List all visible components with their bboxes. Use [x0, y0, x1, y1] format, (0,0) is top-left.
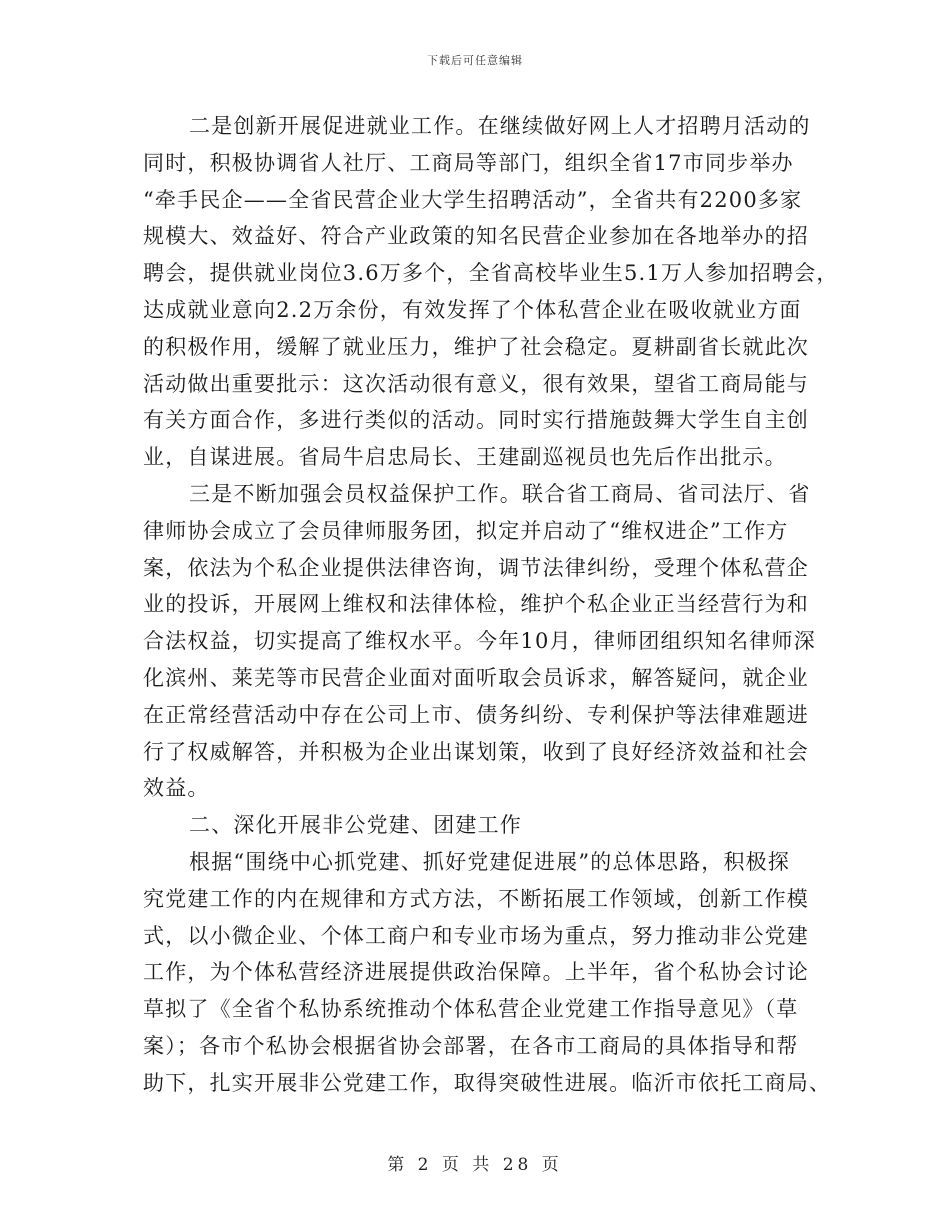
text-line: 案，依法为个私企业提供法律咨询，调节法律纠纷，受理个体私营企 — [143, 555, 809, 580]
text-line: 三是不断加强会员权益保护工作。联合省工商局、省司法厅、省 — [189, 481, 811, 506]
text-line: 式，以小微企业、个体工商户和专业市场为重点，努力推动非公党建 — [143, 923, 809, 948]
text-line: 行了权威解答，并积极为企业出谋划策，收到了良好经济效益和社会 — [143, 739, 809, 764]
text-line: “牵手民企——全省民营企业大学生招聘活动”，全省共有2200多家 — [143, 187, 803, 212]
text-line: 合法权益，切实提高了维权水平。今年10月，律师团组织知名律师深 — [143, 629, 816, 654]
text-line: 根据“围绕中心抓党建、抓好党建促进展”的总体思路，积极探 — [189, 849, 791, 874]
text-line: 案）；各市个私协会根据省协会部署，在各市工商局的具体指导和帮 — [143, 1033, 799, 1058]
text-line: 规模大、效益好、符合产业政策的知名民营企业参加在各地举办的招 — [143, 224, 809, 249]
text-line: 有关方面合作，多进行类似的活动。同时实行措施鼓舞大学生自主创 — [143, 408, 809, 433]
text-line: 达成就业意向2.2万余份，有效发挥了个体私营企业在吸收就业方面 — [143, 297, 802, 322]
text-line: 工作，为个体私营经济进展提供政治保障。上半年，省个私协会讨论 — [143, 960, 809, 985]
page-header: 下载后可任意编辑 — [427, 54, 523, 67]
text-line: 助下，扎实开展非公党建工作，取得突破性进展。临沂市依托工商局、 — [143, 1070, 832, 1095]
text-line: 二是创新开展促进就业工作。在继续做好网上人才招聘月活动的 — [189, 114, 811, 138]
text-line: 同时，积极协调省人社厅、工商局等部门，组织全省17市同步举办 — [143, 150, 794, 175]
text-line: 活动做出重要批示：这次活动很有意义，很有效果，望省工商局能与 — [143, 371, 809, 396]
text-line: 的积极作用，缓解了就业压力，维护了社会稳定。夏耕副省长就此次 — [143, 334, 809, 359]
text-line: 业的投诉，开展网上维权和法律体检，维护个私企业正当经营行为和 — [143, 592, 809, 617]
text-line: 化滨州、莱芜等市民营企业面对面听取会员诉求，解答疑问，就企业 — [143, 665, 809, 690]
text-line: 二、深化开展非公党建、团建工作 — [189, 813, 522, 838]
text-line: 聘会，提供就业岗位3.6万多个，全省高校毕业生5.1万人参加招聘会， — [143, 261, 839, 286]
text-line: 草拟了《全省个私协系统推动个体私营企业党建工作指导意见》（草 — [143, 997, 799, 1022]
text-line: 在正常经营活动中存在公司上市、债务纠纷、专利保护等法律难题进 — [143, 702, 809, 727]
document-body — [143, 108, 839, 1102]
page-footer: 第 2 页 共 28 页 — [387, 1155, 563, 1175]
text-line: 究党建工作的内在规律和方式方法，不断拓展工作领域，创新工作模 — [143, 886, 809, 911]
text-line: 律师协会成立了会员律师服务团，拟定并启动了“维权进企”工作方 — [143, 518, 789, 543]
text-line: 业，自谋进展。省局牛启忠局长、王建副巡视员也先后作出批示。 — [143, 445, 787, 470]
text-line: 效益。 — [143, 776, 210, 801]
